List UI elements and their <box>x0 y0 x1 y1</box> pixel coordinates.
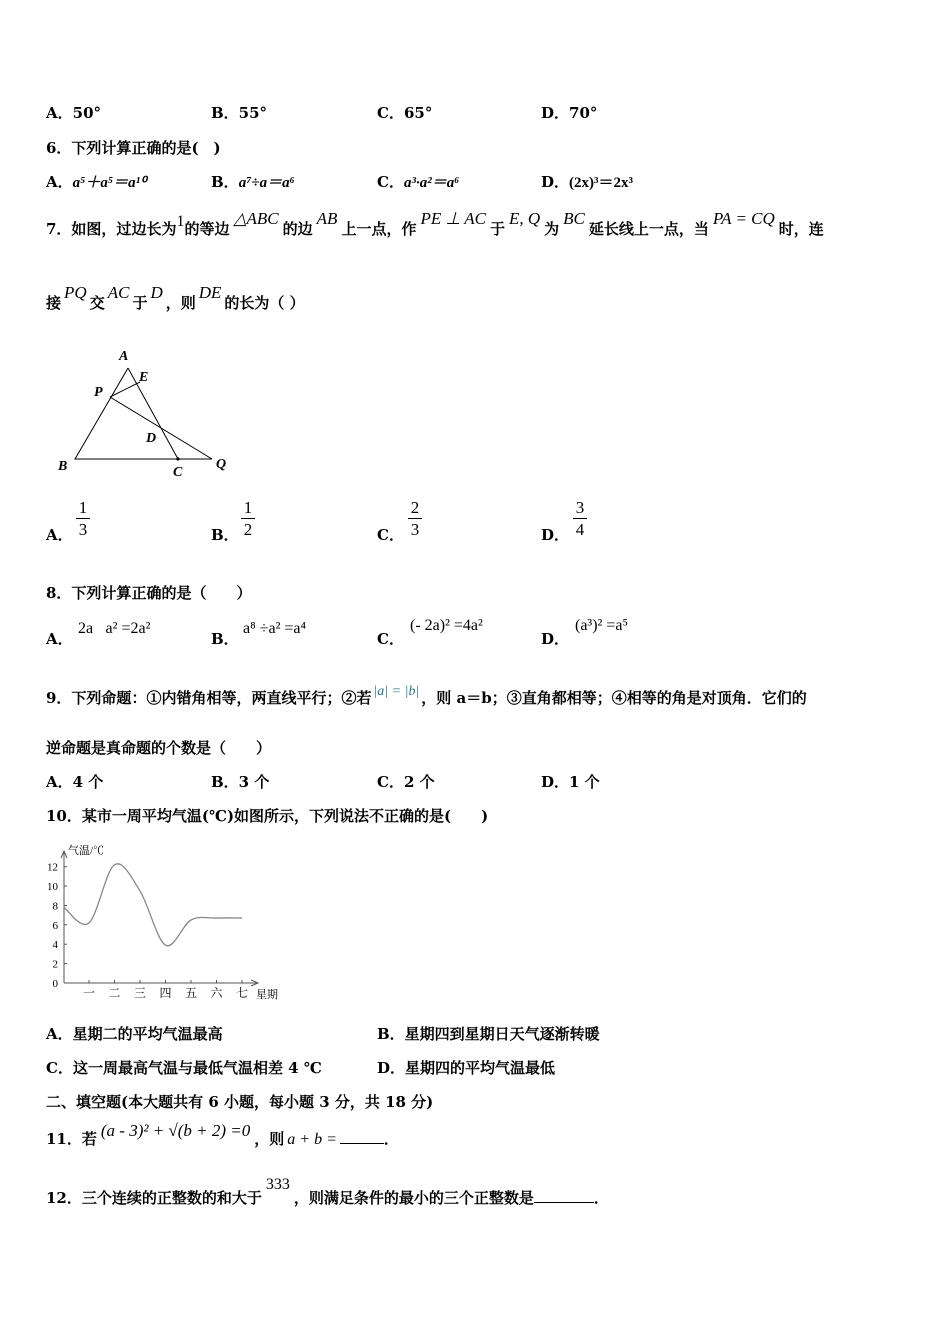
q7-option-a-label: A． <box>46 526 73 544</box>
q9-line1: 9．下列命题：①内错角相等，两直线平行；②若 |a| = |b| ，则 a＝b；③直角都相等；④相等的角是对顶角．它们的 <box>46 684 807 707</box>
q6-option-c-expr: a³·a²＝a⁶ <box>403 175 460 191</box>
q5-option-d: D．70° <box>541 104 598 122</box>
q11-expr2: a + b = <box>287 1131 337 1148</box>
label-d: D <box>146 431 157 446</box>
q12: 12．三个连续的正整数的和大于333，则满足条件的最小的三个正整数是 ． <box>46 1176 609 1207</box>
q7-option-d-label: D． <box>541 526 570 544</box>
q7-triangle-figure <box>50 340 240 480</box>
chart-x-tick-label: 二 <box>108 986 121 1000</box>
q9-option-d: D．1 个 <box>541 773 600 791</box>
q7-option-c-fraction: 2 3 <box>408 498 422 541</box>
chart-y-tick-label: 10 <box>47 881 58 894</box>
q7-line2: 接PQ交AC于D，则DE的长为（ ） <box>46 283 305 312</box>
q8-option-c-expr: (- 2a)² =4a² <box>410 617 483 634</box>
q6-option-a: A．a⁵＋a⁵＝a¹⁰ <box>46 173 147 191</box>
label-b: B <box>58 459 68 474</box>
label-c: C <box>173 465 183 480</box>
q5-option-b: B．55° <box>211 104 268 122</box>
q10-option-a: A．星期二的平均气温最高 <box>46 1025 223 1043</box>
q6-option-c: C．a³·a²＝a⁶ <box>377 173 460 191</box>
label-a: A <box>119 349 129 364</box>
temperature-line-chart <box>36 842 296 1007</box>
q8-option-a-expr: 2a⃞a² =2a² <box>78 620 151 637</box>
q5-option-c: C．65° <box>377 104 433 122</box>
q8-option-b-label: B． <box>211 630 239 648</box>
q12-answer-blank[interactable] <box>534 1202 594 1203</box>
chart-x-tick-label: 三 <box>133 986 147 1000</box>
label-q: Q <box>216 457 227 472</box>
chart-x-tick-label: 七 <box>235 986 249 1000</box>
segment-pq <box>110 397 212 459</box>
q11-answer-blank[interactable] <box>340 1143 384 1144</box>
q8-option-a-label: A． <box>46 630 73 648</box>
q9-line2: 逆命题是真命题的个数是（ ） <box>46 739 272 757</box>
point-c-dot <box>176 457 179 460</box>
q5-option-a: A．50° <box>46 104 102 122</box>
q8-stem: 8．下列计算正确的是（ ） <box>46 584 252 602</box>
q9-option-b: B．3 个 <box>211 773 270 791</box>
q10-option-d: D．星期四的平均气温最低 <box>377 1059 556 1077</box>
chart-y-tick-label: 12 <box>47 861 58 874</box>
chart-y-tick-label: 8 <box>52 900 58 913</box>
chart-x-tick-label: 四 <box>159 986 172 1000</box>
chart-x-tick-label: 六 <box>210 986 223 1000</box>
chart-y-label: 气温/℃ <box>68 845 105 857</box>
chart-series-line <box>64 864 242 946</box>
q8-option-c-label: C． <box>377 630 404 648</box>
q10-option-b: B．星期四到星期日天气逐渐转暖 <box>377 1025 600 1043</box>
q9-option-a: A．4 个 <box>46 773 104 791</box>
section2-title: 二、填空题(本大题共有 6 小题，每小题 3 分，共 18 分) <box>46 1093 434 1111</box>
q10-option-c: C．这一周最高气温与最低气温相差 4 ℃ <box>46 1059 322 1077</box>
q6-option-b-expr: a⁷÷a＝a⁶ <box>238 175 295 191</box>
q7-line1: 7．如图，过边长为1的等边△ABC的边AB上一点，作PE ⊥ AC于E, Q为BC延长线上一点，当PA = CQ时，连 <box>46 209 824 238</box>
q8-option-d-label: D． <box>541 630 570 648</box>
q6-option-d-expr: (2x)³＝2x³ <box>569 175 634 191</box>
chart-y-tick-label: 2 <box>52 958 58 971</box>
q7-option-b-fraction: 1 2 <box>241 498 255 541</box>
q7-option-b-label: B． <box>211 526 239 544</box>
label-e: E <box>139 370 149 385</box>
label-p: P <box>94 385 103 400</box>
q7-option-d-fraction: 3 4 <box>573 498 587 541</box>
q6-option-b: B．a⁷÷a＝a⁶ <box>211 173 295 191</box>
q10-stem: 10．某市一周平均气温(℃)如图所示，下列说法不正确的是( ) <box>46 807 489 825</box>
q8-option-d-expr: (a³)² =a⁵ <box>575 617 629 634</box>
chart-y-tick-label: 6 <box>52 919 58 932</box>
segment-pe <box>110 382 140 397</box>
q6-option-d: D．(2x)³＝2x³ <box>541 173 634 191</box>
q11-expr: (a - 3)² + √(b + 2) =0 <box>100 1121 251 1140</box>
q7-option-c-label: C． <box>377 526 404 544</box>
q7-option-a-fraction: 1 3 <box>76 498 90 541</box>
q11: 11．若 (a - 3)² + √(b + 2) =0 ，则 a + b = ． <box>46 1121 399 1148</box>
chart-x-tick-label: 五 <box>184 986 198 1000</box>
q9-option-c: C．2 个 <box>377 773 435 791</box>
chart-x-tick-label: 一 <box>82 986 96 1000</box>
chart-y-tick-label: 0 <box>52 978 58 990</box>
q12-number: 333 <box>265 1176 290 1193</box>
q6-stem: 6．下列计算正确的是( ) <box>46 139 221 157</box>
chart-y-tick-label: 4 <box>52 939 58 952</box>
q8-option-b-expr: a⁸ ÷a² =a⁴ <box>243 620 307 637</box>
q6-option-a-expr: a⁵＋a⁵＝a¹⁰ <box>72 175 147 191</box>
chart-x-label: 星期 <box>256 989 278 1001</box>
